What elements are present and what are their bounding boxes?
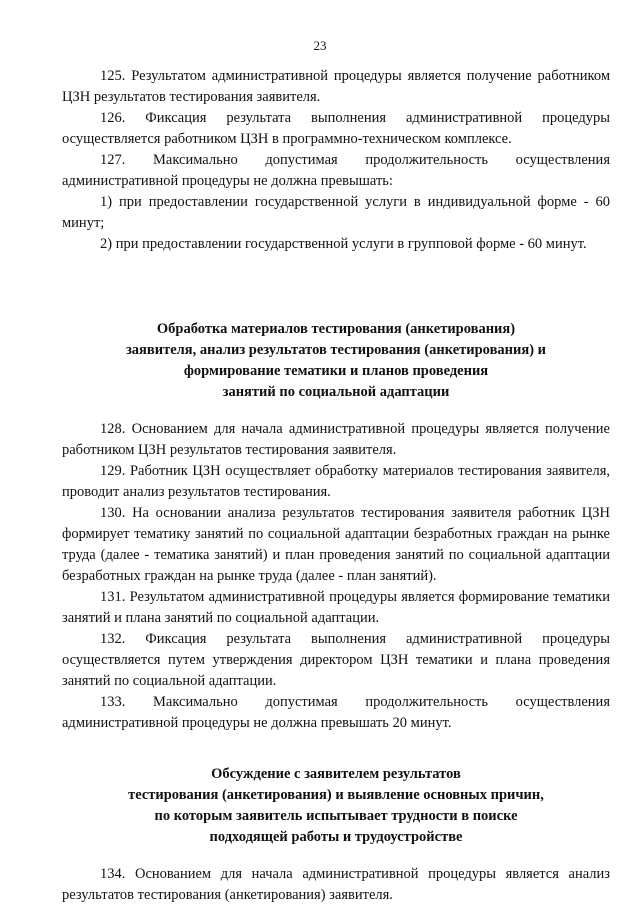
heading-line: по которым заявитель испытывает трудности в поиске <box>154 808 518 824</box>
heading-line: Обработка материалов тестирования (анкетирования) <box>156 321 516 337</box>
section-2-heading <box>62 319 610 403</box>
heading-line: Обсуждение с заявителем результатов <box>211 766 461 782</box>
section-3 <box>62 764 610 906</box>
paragraph-130: 130. На основании анализа результатов тестирования заявителя работник ЦЗН формирует тематику занятий по социальной адаптации безработных граждан на рынке труда (далее - тематика занятий) и план проведения занятий по социальной адаптации безработных граждан на рынке труда (далее - план занятий). <box>62 505 610 584</box>
document-body <box>62 66 610 906</box>
heading-line: формирование тематики и планов проведения <box>183 363 489 379</box>
paragraph-131: 131. Результатом административной процедуры является формирование тематики занятий и плана занятий по социальной адаптации. <box>62 589 610 626</box>
list-item-group: 2) при предоставлении государственной услуги в групповой форме - 60 минут. <box>100 236 587 252</box>
paragraph-128: 128. Основанием для начала административной процедуры является получение работником ЦЗН результатов тестирования заявителя. <box>62 421 610 458</box>
section-1 <box>62 66 610 255</box>
heading-line: подходящей работы и трудоустройстве <box>209 829 463 845</box>
paragraph-127: 127. Максимально допустимая продолжительность осуществления административной процедуры не должна превышать: <box>62 152 610 189</box>
paragraph-125: 125. Результатом административной процедуры является получение работником ЦЗН результатов тестирования заявителя. <box>62 68 610 105</box>
paragraph-126: 126. Фиксация результата выполнения административной процедуры осуществляется работником ЦЗН в программно-техническом комплексе. <box>62 110 610 147</box>
paragraph-132: 132. Фиксация результата выполнения административной процедуры осуществляется путем утверждения директором ЦЗН тематики и плана проведения занятий по социальной адаптации. <box>62 631 610 689</box>
paragraph-134: 134. Основанием для начала административной процедуры является анализ результатов тестирования (анкетирования) заявителя. <box>62 866 610 903</box>
heading-line: занятий по социальной адаптации <box>222 384 450 400</box>
section-2 <box>62 319 610 734</box>
paragraph-133: 133. Максимально допустимая продолжительность осуществления административной процедуры не должна превышать 20 минут. <box>62 694 610 731</box>
page-number: 23 <box>313 38 327 53</box>
heading-line: тестирования (анкетирования) и выявление основных причин, <box>128 787 544 803</box>
section-3-heading <box>62 764 610 848</box>
paragraph-129: 129. Работник ЦЗН осуществляет обработку материалов тестирования заявителя, проводит анализ результатов тестирования. <box>62 463 610 500</box>
heading-line: заявителя, анализ результатов тестирования (анкетирования) и <box>125 342 547 358</box>
list-item-individual: 1) при предоставлении государственной услуги в индивидуальной форме - 60 минут; <box>62 194 610 231</box>
